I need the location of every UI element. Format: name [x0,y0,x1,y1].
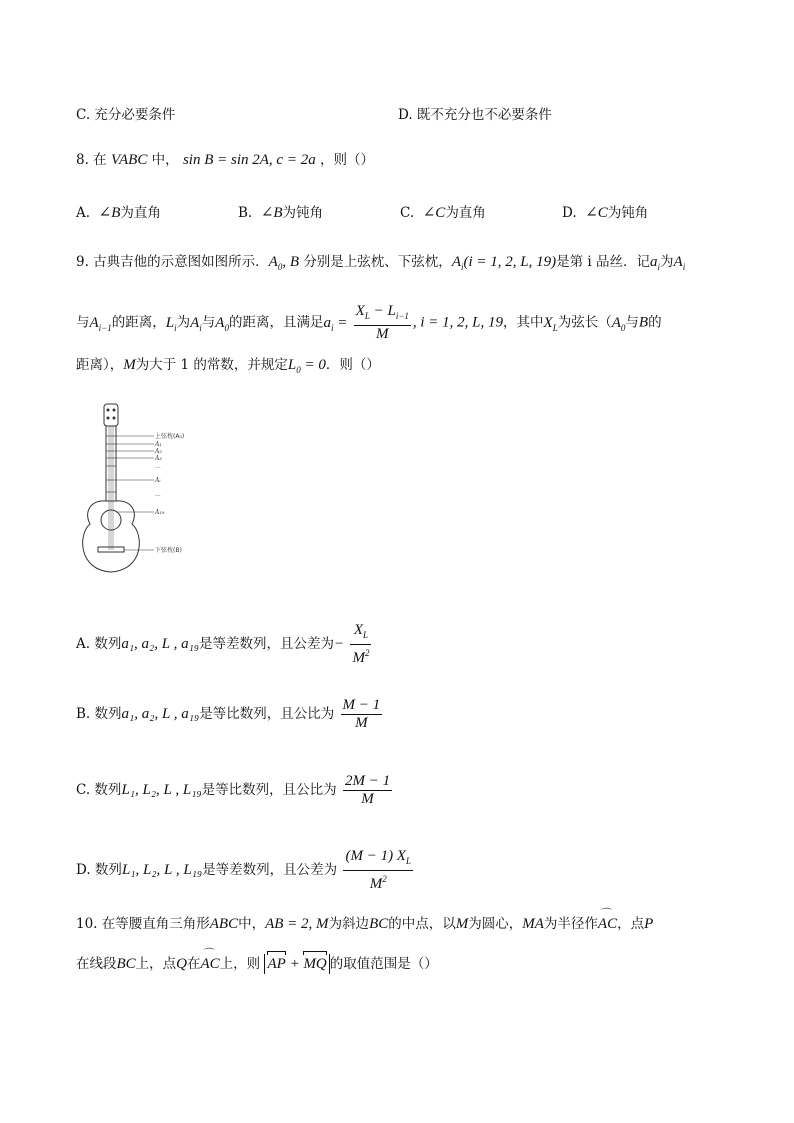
q9-line-2: 与$A_{i-1}$的距离，$L_i$为$A_i$与$A_0$的距离，且满足$a_i$ = $\frac{X_L - L_{i-1}}{M}$ , i = 1, 2, L, 19，其中$X_L$为弦长（$A_0$与B的 [76,303,662,342]
q10-line-2: 在线段BC上，点Q在⌒ AC上，则 AP + MQ 的取值范围是（） [76,954,438,974]
q8-condition: sin B = sin 2A, c = 2a [182,152,316,168]
q8-option-a: A. ∠B为直角 [76,205,161,221]
q9-formula-fraction: $\frac{X_L - L_{i-1}}{M}$ [355,303,409,342]
fig-label-a1: A₁ [155,441,162,448]
q9-option-a: A. 数列a₁, a₂, L , a₁₉是等差数列，且公差为− $\frac{X_L}{M^2}$ [76,622,370,666]
fig-label-upper: 上弦枕(A₀) [155,433,185,440]
q8-stem: 8. 在 VABC 中， sin B = sin 2A, c = 2a ，则（） [76,152,374,168]
fig-label-lower: 下弦枕(B) [155,547,182,554]
q9-line-1: 9. 古典吉他的示意图如图所示．$A_0$, B 分别是上弦枕、下弦枕，$A_i(i = 1$, 2, L, 19)是第 i 品丝．记$a_i$为$A_i$ [76,254,686,272]
fig-label-a19: A₁₉ [155,509,165,516]
q8-option-d: D. ∠C为钝角 [562,205,649,221]
q9-option-d: D. 数列L₁, L₂, L , L₁₉是等差数列，且公差为 $\frac{(M - 1) X_L}{M^2}$ [76,848,411,892]
fig-label-dots-1: ... [155,463,161,470]
q7-option-d: D. 既不充分也不必要条件 [398,107,552,123]
q10-vector-sum: AP + MQ [264,954,329,974]
q9-option-c: C. 数列L₁, L₂, L , L₁₉是等比数列，且公比为 $\frac{2M - 1}{M}$ [76,773,391,807]
fig-label-a3: A₃ [155,455,162,462]
fig-label-ai: Aᵢ [155,477,161,484]
q8-option-c: C. ∠C为直角 [400,205,486,221]
q10-line-1: 10. 在等腰直角三角形ABC中，AB = 2, M为斜边BC的中点，以M为圆心，MA为半径作⌒ AC，点P [76,914,653,934]
guitar-diagram [76,400,216,580]
q8-triangle: VABC [110,152,148,168]
q9-line-3: 距离），M为大于 1 的常数，并规定$L_0 = 0$．则（） [76,357,380,375]
q7-option-c: C. 充分必要条件 [76,107,176,123]
q9-option-b: B. 数列a₁, a₂, L , a₁₉是等比数列，且公比为 $\frac{M - 1}{M}$ [76,697,381,731]
fig-label-a2: A₂ [155,448,162,455]
q8-option-b: B. ∠B为钝角 [238,205,324,221]
fig-label-dots-2: ... [155,491,161,498]
